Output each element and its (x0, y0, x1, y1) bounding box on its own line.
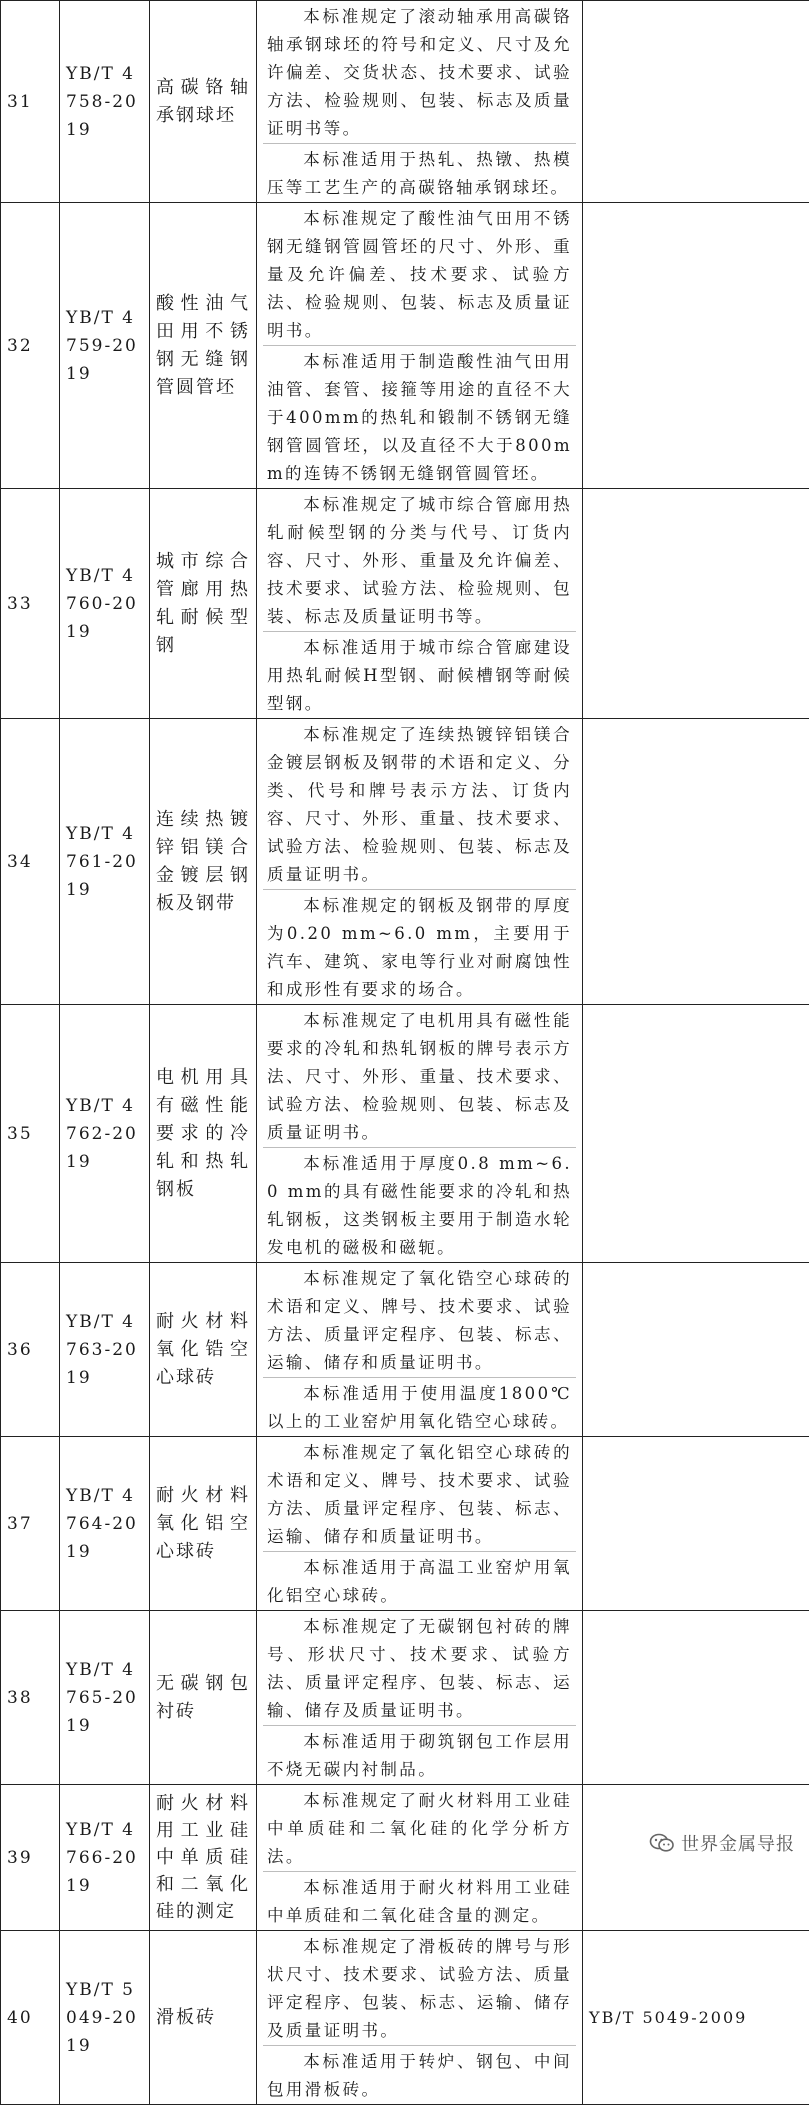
standard-code: YB/T 4761-2019 (60, 719, 150, 1005)
standard-name: 电机用具有磁性能要求的冷轧和热轧钢板 (150, 1005, 257, 1263)
replaced-standard (583, 203, 809, 489)
standard-name: 酸性油气田用不锈钢无缝钢管圆管坯 (150, 203, 257, 489)
replaced-standard (583, 489, 809, 719)
standard-code: YB/T 4762-2019 (60, 1005, 150, 1263)
standard-code: YB/T 4765-2019 (60, 1611, 150, 1785)
table-row (1, 489, 809, 719)
wechat-icon (649, 1833, 675, 1853)
standard-name: 滑板砖 (150, 1931, 257, 2105)
scope-paragraph: 本标准规定了电机用具有磁性能要求的冷轧和热轧钢板的牌号表示方法、尺寸、外形、重量、技术要求、试验方法、检验规则、包装、标志及质量证明书。 (263, 1005, 576, 1147)
standard-name: 无碳钢包衬砖 (150, 1611, 257, 1785)
table-row (1, 1931, 809, 2105)
scope-paragraph: 本标准规定了连续热镀锌铝镁合金镀层钢板及钢带的术语和定义、分类、代号和牌号表示方法、订货内容、尺寸、外形、重量、技术要求、试验方法、检验规则、包装、标志及质量证明书。 (263, 719, 576, 889)
standard-code: YB/T 4759-2019 (60, 203, 150, 489)
table-row (1, 1263, 809, 1437)
replaced-standard (583, 719, 809, 1005)
scope-paragraph: 本标准规定了耐火材料用工业硅中单质硅和二氧化硅的化学分析方法。 (263, 1785, 576, 1871)
standard-description (257, 489, 583, 719)
row-number: 38 (1, 1611, 60, 1785)
table-row (1, 1005, 809, 1263)
row-number: 33 (1, 489, 60, 719)
applicability-paragraph: 本标准适用于热轧、热镦、热模压等工艺生产的高碳铬轴承钢球坯。 (263, 143, 576, 202)
table-row (1, 1, 809, 203)
standard-description (257, 1785, 583, 1931)
scope-paragraph: 本标准规定了滚动轴承用高碳铬轴承钢球坯的符号和定义、尺寸及允许偏差、交货状态、技术要求、试验方法、检验规则、包装、标志及质量证明书等。 (263, 1, 576, 143)
table-row (1, 719, 809, 1005)
applicability-paragraph: 本标准适用于制造酸性油气田用油管、套管、接箍等用途的直径不大于400mm的热轧和锻制不锈钢无缝钢管圆管坯，以及直径不大于800mm的连铸不锈钢无缝钢管圆管坯。 (263, 345, 576, 488)
replaced-standard (583, 1437, 809, 1611)
standard-code: YB/T 4766-2019 (60, 1785, 150, 1931)
applicability-paragraph: 本标准适用于使用温度1800℃以上的工业窑炉用氧化锆空心球砖。 (263, 1377, 576, 1436)
standard-description (257, 719, 583, 1005)
applicability-paragraph: 本标准适用于高温工业窑炉用氧化铝空心球砖。 (263, 1551, 576, 1610)
applicability-paragraph: 本标准规定的钢板及钢带的厚度为0.20 mm~6.0 mm，主要用于汽车、建筑、家电等行业对耐腐蚀性和成形性有要求的场合。 (263, 889, 576, 1004)
scope-paragraph: 本标准规定了酸性油气田用不锈钢无缝钢管圆管坯的尺寸、外形、重量及允许偏差、技术要求、试验方法、检验规则、包装、标志及质量证明书。 (263, 203, 576, 345)
publisher-watermark (649, 1830, 795, 1856)
row-number: 40 (1, 1931, 60, 2105)
scope-paragraph: 本标准规定了滑板砖的牌号与形状尺寸、技术要求、试验方法、质量评定程序、包装、标志、运输、储存及质量证明书。 (263, 1931, 576, 2045)
scope-paragraph: 本标准规定了氧化锆空心球砖的术语和定义、牌号、技术要求、试验方法、质量评定程序、包装、标志、运输、储存和质量证明书。 (263, 1263, 576, 1377)
standard-description (257, 1931, 583, 2105)
table-row (1, 203, 809, 489)
standard-name: 耐火材料用工业硅中单质硅和二氧化硅的测定 (150, 1785, 257, 1931)
row-number: 36 (1, 1263, 60, 1437)
applicability-paragraph: 本标准适用于转炉、钢包、中间包用滑板砖。 (263, 2045, 576, 2104)
standard-description (257, 1, 583, 203)
standard-description (257, 1263, 583, 1437)
standard-name: 连续热镀锌铝镁合金镀层钢板及钢带 (150, 719, 257, 1005)
standard-code: YB/T 4764-2019 (60, 1437, 150, 1611)
standard-description (257, 1437, 583, 1611)
replaced-standard (583, 1785, 809, 1931)
scope-paragraph: 本标准规定了氧化铝空心球砖的术语和定义、牌号、技术要求、试验方法、质量评定程序、包装、标志、运输、储存和质量证明书。 (263, 1437, 576, 1551)
replaced-standard (583, 1005, 809, 1263)
standard-name: 高碳铬轴承钢球坯 (150, 1, 257, 203)
row-number: 37 (1, 1437, 60, 1611)
applicability-paragraph: 本标准适用于城市综合管廊建设用热轧耐候H型钢、耐候槽钢等耐候型钢。 (263, 631, 576, 718)
applicability-paragraph: 本标准适用于厚度0.8 mm~6.0 mm的具有磁性能要求的冷轧和热轧钢板，这类钢板主要用于制造水轮发电机的磁极和磁轭。 (263, 1147, 576, 1262)
applicability-paragraph: 本标准适用于耐火材料用工业硅中单质硅和二氧化硅含量的测定。 (263, 1871, 576, 1930)
row-number: 31 (1, 1, 60, 203)
standard-description (257, 1611, 583, 1785)
replaced-standard (583, 1611, 809, 1785)
standard-description (257, 1005, 583, 1263)
standard-name: 城市综合管廊用热轧耐候型钢 (150, 489, 257, 719)
watermark-text: 世界金属导报 (681, 1830, 795, 1856)
standard-code: YB/T 4763-2019 (60, 1263, 150, 1437)
replaced-standard: YB/T 5049-2009 (583, 1931, 809, 2105)
row-number: 39 (1, 1785, 60, 1931)
row-number: 34 (1, 719, 60, 1005)
standard-name: 耐火材料氧化铝空心球砖 (150, 1437, 257, 1611)
standard-name: 耐火材料氧化锆空心球砖 (150, 1263, 257, 1437)
row-number: 35 (1, 1005, 60, 1263)
scope-paragraph: 本标准规定了无碳钢包衬砖的牌号、形状尺寸、技术要求、试验方法、质量评定程序、包装、标志、运输、储存及质量证明书。 (263, 1611, 576, 1725)
applicability-paragraph: 本标准适用于砌筑钢包工作层用不烧无碳内衬制品。 (263, 1725, 576, 1784)
standard-code: YB/T 5049-2019 (60, 1931, 150, 2105)
table-row (1, 1785, 809, 1931)
standard-description (257, 203, 583, 489)
row-number: 32 (1, 203, 60, 489)
replaced-standard (583, 1263, 809, 1437)
table-row (1, 1611, 809, 1785)
standard-code: YB/T 4758-2019 (60, 1, 150, 203)
scope-paragraph: 本标准规定了城市综合管廊用热轧耐候型钢的分类与代号、订货内容、尺寸、外形、重量及允许偏差、技术要求、试验方法、检验规则、包装、标志及质量证明书等。 (263, 489, 576, 631)
replaced-standard (583, 1, 809, 203)
table-row (1, 1437, 809, 1611)
standard-code: YB/T 4760-2019 (60, 489, 150, 719)
